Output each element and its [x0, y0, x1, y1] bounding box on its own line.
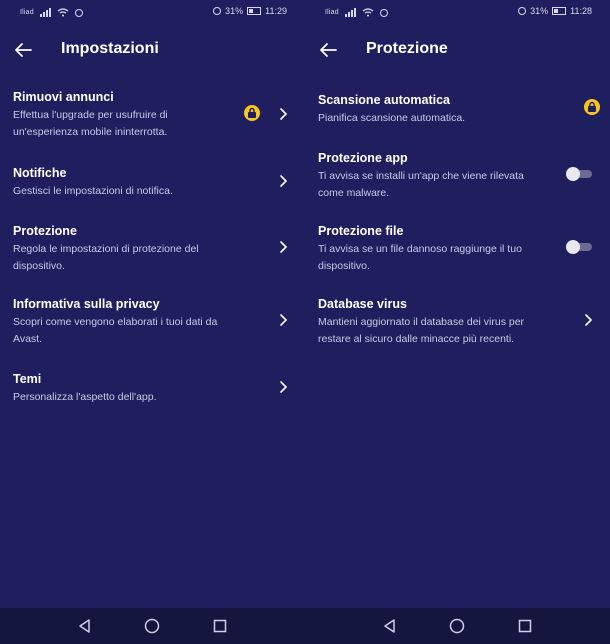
- item-description: Scopri come vengono elaborati i tuoi dati da Avast.: [13, 316, 218, 345]
- chevron-right-icon: [583, 313, 593, 327]
- back-triangle-icon[interactable]: [76, 617, 94, 635]
- eye-icon: [518, 7, 526, 15]
- item-description: Gestisci le impostazioni di notifica.: [13, 185, 173, 197]
- page-title: Impostazioni: [61, 40, 159, 57]
- status-bar: [0, 0, 305, 24]
- item-title: Protezione: [13, 224, 77, 238]
- app-bar: [305, 36, 610, 64]
- carrier-label: Iliad: [325, 9, 339, 16]
- item-description: Effettua l'upgrade per usufruire di un'esperienza mobile ininterrotta.: [13, 109, 168, 138]
- back-triangle-icon[interactable]: [381, 617, 399, 635]
- nav-group-right: [305, 608, 610, 644]
- arrow-left-icon[interactable]: [317, 40, 339, 60]
- item-title: Protezione app: [318, 151, 408, 165]
- chevron-right-icon: [278, 380, 288, 394]
- recents-square-icon[interactable]: [211, 617, 229, 635]
- protection-item-file[interactable]: [305, 224, 610, 274]
- item-description: Mantieni aggiornato il database dei virus per restare al sicuro dalle minacce più recenti.: [318, 316, 525, 345]
- page-title: Protezione: [366, 40, 448, 57]
- item-description: Ti avvisa se un file dannoso raggiunge il tuo dispositivo.: [318, 243, 522, 272]
- signal-icon: [40, 8, 51, 17]
- notification-icon: [75, 9, 83, 17]
- item-title: Notifiche: [13, 166, 67, 180]
- chevron-right-icon: [278, 240, 288, 254]
- settings-item-privacy[interactable]: [0, 297, 305, 347]
- recents-square-icon[interactable]: [516, 617, 534, 635]
- item-description: Pianifica scansione automatica.: [318, 112, 466, 124]
- protection-screen: [305, 0, 610, 608]
- chevron-right-icon: [278, 174, 288, 188]
- nav-group-left: [0, 608, 305, 644]
- protection-item-database-virus[interactable]: [305, 297, 610, 347]
- item-title: Database virus: [318, 297, 407, 311]
- item-title: Temi: [13, 372, 42, 386]
- clock: 11:28: [570, 6, 592, 16]
- settings-screen: [0, 0, 305, 608]
- arrow-left-icon[interactable]: [12, 40, 34, 60]
- item-title: Scansione automatica: [318, 93, 450, 107]
- item-description: Personalizza l'aspetto dell'app.: [13, 391, 157, 403]
- carrier-label: Iliad: [20, 9, 34, 16]
- system-nav-bar: [0, 608, 610, 644]
- wifi-icon: [362, 8, 374, 17]
- settings-item-rimuovi-annunci[interactable]: [0, 90, 305, 140]
- app-bar: [0, 36, 305, 64]
- battery-icon: [552, 7, 566, 15]
- chevron-right-icon: [278, 313, 288, 327]
- settings-item-notifiche[interactable]: [0, 166, 305, 200]
- eye-icon: [213, 7, 221, 15]
- wifi-icon: [57, 8, 69, 17]
- item-title: Protezione file: [318, 224, 404, 238]
- item-title: Rimuovi annunci: [13, 90, 114, 104]
- file-protection-toggle[interactable]: [566, 241, 592, 253]
- signal-icon: [345, 8, 356, 17]
- item-description: Regola le impostazioni di protezione del dispositivo.: [13, 243, 199, 272]
- notification-icon: [380, 9, 388, 17]
- protection-item-scansione-automatica[interactable]: [305, 93, 610, 127]
- status-bar: [305, 0, 610, 24]
- battery-icon: [247, 7, 261, 15]
- item-description: Ti avvisa se installi un'app che viene rilevata come malware.: [318, 170, 524, 199]
- app-protection-toggle[interactable]: [566, 168, 592, 180]
- battery-percent: 31%: [530, 6, 549, 16]
- battery-percent: 31%: [225, 6, 244, 16]
- lock-icon: [584, 99, 600, 115]
- home-circle-icon[interactable]: [143, 617, 161, 635]
- settings-item-temi[interactable]: [0, 372, 305, 406]
- chevron-right-icon: [278, 107, 288, 121]
- item-title: Informativa sulla privacy: [13, 297, 160, 311]
- home-circle-icon[interactable]: [448, 617, 466, 635]
- lock-icon: [244, 105, 260, 121]
- settings-item-protezione[interactable]: [0, 224, 305, 274]
- clock: 11:29: [265, 6, 287, 16]
- protection-item-app[interactable]: [305, 151, 610, 201]
